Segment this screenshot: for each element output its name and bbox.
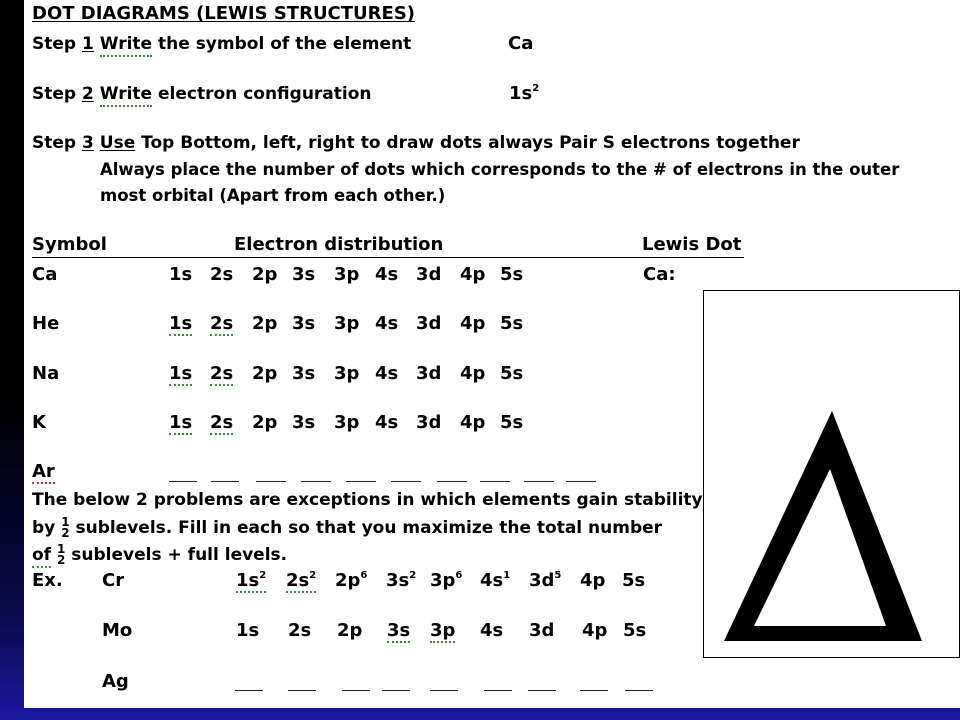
orbital-label: 2p bbox=[252, 264, 278, 285]
orbital-label: 1s bbox=[169, 313, 193, 334]
orbital-label: 2p bbox=[252, 363, 278, 384]
orbital-label: 3s bbox=[292, 363, 316, 384]
orbital-label: 4p bbox=[460, 412, 486, 433]
cr-orbital: $4s^1$ bbox=[480, 570, 511, 591]
step-1 bbox=[32, 36, 411, 53]
row-symbol: Na bbox=[32, 363, 60, 384]
cr-orbital: 5s bbox=[622, 570, 646, 591]
fill-in-blank[interactable] bbox=[437, 481, 467, 482]
step-3-line-3: most orbital (Apart from each other.) bbox=[100, 186, 446, 205]
orbital-label: 1s bbox=[169, 264, 193, 285]
orbital-label: 5s bbox=[500, 264, 524, 285]
step-1-text: the symbol of the element bbox=[158, 34, 412, 54]
mo-orbital: 1s bbox=[236, 620, 260, 641]
step-1-example: Ca bbox=[508, 33, 534, 54]
cr-orbital: $2s^2$ bbox=[286, 570, 317, 591]
fill-in-blank[interactable] bbox=[211, 481, 239, 482]
orbital-label: 4s bbox=[375, 412, 399, 433]
mo-orbital: 2p bbox=[337, 620, 363, 641]
step-1-verb: Write bbox=[100, 34, 152, 57]
step-2 bbox=[32, 86, 372, 103]
row-symbol: Ca bbox=[32, 264, 58, 285]
step-2-label: Step bbox=[32, 84, 77, 104]
mo-orbital: 5s bbox=[623, 620, 647, 641]
orbital-label: 3d bbox=[416, 412, 442, 433]
orbital-label: 1s bbox=[169, 363, 193, 384]
fill-in-blank[interactable] bbox=[580, 690, 608, 691]
orbital-label: 4s bbox=[375, 264, 399, 285]
fill-in-blank[interactable] bbox=[528, 690, 556, 691]
mo-orbital: 4s bbox=[480, 620, 504, 641]
orbital-label: 3d bbox=[416, 313, 442, 334]
ag-symbol: Ag bbox=[102, 671, 129, 692]
orbital-label: 3s bbox=[292, 412, 316, 433]
step-2-verb: Write bbox=[100, 84, 152, 107]
orbital-label: 3d bbox=[416, 264, 442, 285]
mo-orbital: 3s bbox=[387, 620, 411, 641]
fill-in-blank[interactable] bbox=[301, 481, 331, 482]
step-2-number: 2 bbox=[82, 84, 94, 104]
fill-in-blank[interactable] bbox=[346, 481, 376, 482]
orbital-label: 2s bbox=[210, 313, 234, 334]
cr-orbital: $2p^6$ bbox=[335, 570, 368, 591]
fill-in-blank[interactable] bbox=[524, 481, 554, 482]
orbital-label: 3s bbox=[292, 264, 316, 285]
fill-in-blank[interactable] bbox=[256, 481, 286, 482]
cr-orbital: $3p^6$ bbox=[430, 570, 463, 591]
orbital-label: 3p bbox=[334, 313, 360, 334]
step-3-number: 3 bbox=[82, 133, 94, 153]
step-2-example: $1s^2$ bbox=[509, 83, 540, 104]
row-symbol: K bbox=[32, 412, 46, 433]
step-1-label: Step bbox=[32, 34, 77, 54]
step-3-text: Top Bottom, left, right to draw dots always Pair S electrons together bbox=[141, 133, 800, 153]
orbital-label: 5s bbox=[500, 313, 524, 334]
orbital-label: 4p bbox=[460, 264, 486, 285]
orbital-label: 3p bbox=[334, 264, 360, 285]
fill-in-blank[interactable] bbox=[566, 481, 596, 482]
fill-in-blank[interactable] bbox=[235, 690, 263, 691]
header-distribution: Electron distribution bbox=[234, 234, 444, 255]
fill-in-blank[interactable] bbox=[430, 690, 458, 691]
orbital-label: 2s bbox=[210, 264, 234, 285]
exceptions-line-3: of 1 2 sublevels + full levels. bbox=[32, 542, 288, 567]
ar-symbol: Ar bbox=[32, 461, 55, 482]
step-3-label: Step bbox=[32, 133, 77, 153]
exceptions-line-1: The below 2 problems are exceptions in which elements gain stability bbox=[32, 490, 703, 510]
half-fraction: 1 2 bbox=[61, 515, 70, 540]
fill-in-blank[interactable] bbox=[391, 481, 421, 482]
header-symbol: Symbol bbox=[32, 234, 107, 255]
orbital-label: 3p bbox=[334, 412, 360, 433]
fill-in-blank[interactable] bbox=[484, 690, 512, 691]
orbital-label: 4p bbox=[460, 313, 486, 334]
step-3 bbox=[32, 135, 800, 152]
step-2-text: electron configuration bbox=[158, 84, 372, 104]
header-rule bbox=[32, 257, 744, 258]
fill-in-blank[interactable] bbox=[288, 690, 316, 691]
row-symbol: He bbox=[32, 313, 60, 334]
mo-symbol: Mo bbox=[102, 620, 133, 641]
step-3-verb: Use bbox=[99, 133, 136, 153]
worksheet-slide bbox=[24, 0, 960, 708]
orbital-label: 4s bbox=[375, 313, 399, 334]
orbital-label: 1s bbox=[169, 412, 193, 433]
orbital-label: 3p bbox=[334, 363, 360, 384]
fill-in-blank[interactable] bbox=[169, 481, 197, 482]
cr-orbital: $1s^2$ bbox=[236, 570, 267, 591]
half-fraction: 1 2 bbox=[57, 542, 66, 567]
orbital-label: 3d bbox=[416, 363, 442, 384]
fill-in-blank[interactable] bbox=[342, 690, 370, 691]
delta-icon bbox=[704, 291, 959, 657]
lewis-dot-value: Ca: bbox=[643, 264, 676, 285]
cr-symbol: Cr bbox=[102, 570, 125, 591]
exceptions-line-2: by 1 2 sublevels. Fill in each so that you maximize the total number bbox=[32, 515, 663, 540]
orbital-label: 5s bbox=[500, 412, 524, 433]
orbital-label: 2s bbox=[210, 363, 234, 384]
orbital-label: 5s bbox=[500, 363, 524, 384]
mo-orbital: 3p bbox=[430, 620, 456, 641]
step-3-line-2: Always place the number of dots which corresponds to the # of electrons in the outer bbox=[100, 160, 900, 179]
header-lewis-dot: Lewis Dot bbox=[642, 234, 742, 255]
delta-symbol-box bbox=[703, 290, 960, 658]
fill-in-blank[interactable] bbox=[625, 690, 653, 691]
orbital-label: 4p bbox=[460, 363, 486, 384]
cr-orbital: $3d^5$ bbox=[529, 570, 562, 591]
mo-orbital: 2s bbox=[288, 620, 312, 641]
step-1-number: 1 bbox=[82, 34, 94, 54]
orbital-label: 3s bbox=[292, 313, 316, 334]
page-title: DOT DIAGRAMS (LEWIS STRUCTURES) bbox=[32, 3, 416, 24]
cr-orbital: $3s^2$ bbox=[386, 570, 417, 591]
orbital-label: 2p bbox=[252, 313, 278, 334]
mo-orbital: 3d bbox=[529, 620, 555, 641]
fill-in-blank[interactable] bbox=[480, 481, 510, 482]
example-label: Ex. bbox=[32, 570, 63, 591]
fill-in-blank[interactable] bbox=[382, 690, 410, 691]
orbital-label: 2s bbox=[210, 412, 234, 433]
mo-orbital: 4p bbox=[582, 620, 608, 641]
cr-orbital: 4p bbox=[580, 570, 606, 591]
orbital-label: 2p bbox=[252, 412, 278, 433]
orbital-label: 4s bbox=[375, 363, 399, 384]
